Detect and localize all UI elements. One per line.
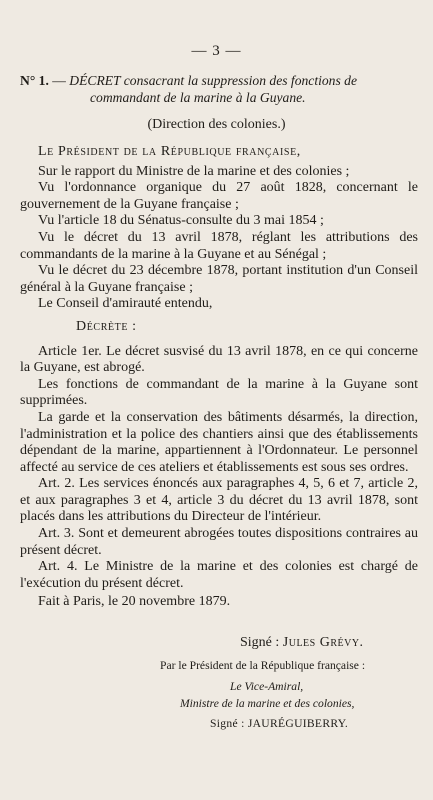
title-dash: — [52, 73, 66, 88]
preamble-paragraph: Le Conseil d'amirauté entendu, [38, 296, 213, 312]
decree-title-line1: DÉCRET consacrant la suppression des fonctions de [69, 73, 357, 88]
minister-signature: Signé : JAURÉGUIBERRY. [210, 717, 349, 730]
president-name: Jules Grévy. [282, 635, 364, 650]
preamble-paragraph: Vu l'article 18 du Sénatus-consulte du 3 mai 1854 ; [38, 213, 324, 229]
page-number: — 3 — [191, 43, 242, 59]
article-paragraph: Art. 4. Le Ministre de la marine et des colonies est chargé de l'exécution du présent décret. [20, 559, 418, 591]
article-paragraph: Article 1er. Le décret susvisé du 13 avril 1878, en ce qui concerne la Guyane, est abrogé. [20, 343, 418, 376]
decree-title [20, 72, 418, 106]
signe-label: Signé : [240, 635, 280, 650]
article-paragraph: La garde et la conservation des bâtiments désarmés, la direction, l'administration et la police des chantiers ainsi que des établissements dépendant de la marine, appartiennent à l'Ordonnateur. Le personnel affecté au service de ces ateliers et établissements est sous ses ordres. [20, 409, 418, 475]
president-heading: Le Président de la République française, [38, 144, 301, 159]
decrete-heading: Décrète : [76, 318, 137, 334]
ministre-title: Ministre de la marine et des colonies, [180, 697, 355, 710]
vice-amiral: Le Vice-Amiral, [230, 680, 304, 693]
preamble-paragraph: Vu l'ordonnance organique du 27 août 1828, concernant le gouvernement de la Guyane française ; [20, 180, 418, 212]
preamble-paragraph: Vu le décret du 13 avril 1878, réglant les attributions des commandants de la marine à la Guyane et au Sénégal ; [20, 229, 418, 262]
article-paragraph: Art. 3. Sont et demeurent abrogées toutes dispositions contraires au présent décret. [20, 526, 418, 558]
par-le-president: Par le Président de la République française : [160, 659, 366, 672]
preamble-paragraph: Sur le rapport du Ministre de la marine et des colonies ; [38, 163, 350, 179]
fait-a-paris: Fait à Paris, le 20 novembre 1879. [38, 594, 231, 610]
article-paragraph: Les fonctions de commandant de la marine à la Guyane sont supprimées. [20, 376, 418, 409]
article-paragraph: Art. 2. Les services énoncés aux paragraphes 4, 5, 6 et 7, article 2, et aux paragraphes 3 et 4, article 3 du décret du 13 avril 1878, sont placés dans les attributions du Directeur de l'intérieur. [20, 476, 418, 525]
decree-body [20, 144, 418, 611]
decree-number: N° 1. [20, 73, 49, 88]
decree-title-line2: commandant de la marine à la Guyane. [90, 90, 306, 105]
direction-line: (Direction des colonies.) [147, 117, 286, 132]
president-signature [240, 635, 364, 651]
preamble-paragraph: Vu le décret du 23 décembre 1878, portant institution d'un Conseil général à la Guyane française ; [20, 263, 418, 295]
